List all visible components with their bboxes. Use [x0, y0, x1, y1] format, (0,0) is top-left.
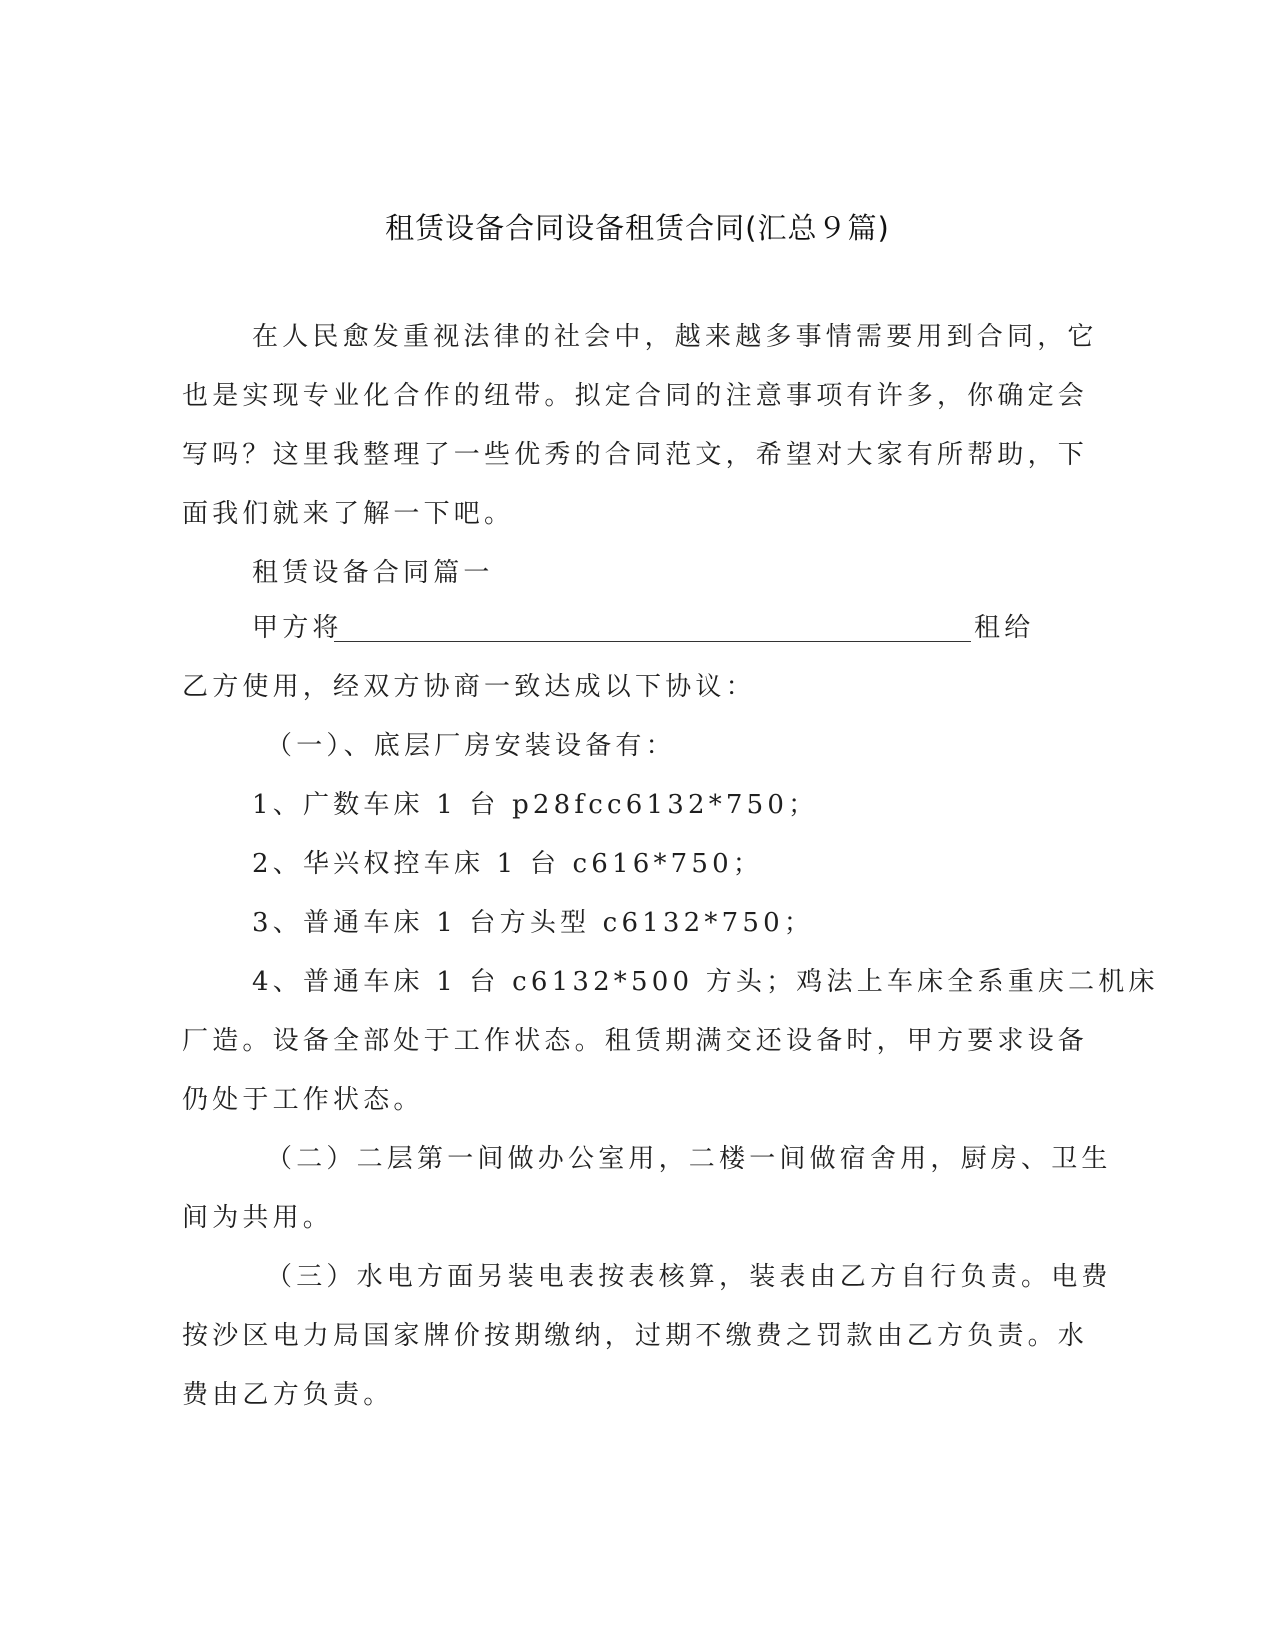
item-1-heading: （一）、底层厂房安装设备有： — [266, 731, 676, 761]
equipment-continuation-1: 厂造。设备全部处于工作状态。租赁期满交还设备时，甲方要求设备 — [182, 1026, 1089, 1056]
equipment-line-2: 2、华兴权控车床 1 台 c616*750； — [252, 849, 764, 879]
intro-line-1: 在人民愈发重视法律的社会中，越来越多事情需要用到合同，它 — [252, 322, 1098, 352]
equipment-line-1: 1、广数车床 1 台 p28fcc6132*750； — [252, 790, 819, 820]
document-title: 租赁设备合同设备租赁合同(汇总９篇) — [385, 211, 890, 245]
clause-lead: 甲方将 — [252, 613, 343, 643]
equipment-line-4: 4、普通车床 1 台 c6132*500 方头；鸡法上车床全系重庆二机床 — [252, 967, 1159, 997]
intro-line-4: 面我们就来了解一下吧。 — [182, 499, 515, 529]
clause-tail: 租给 — [974, 613, 1035, 643]
section-heading: 租赁设备合同篇一 — [252, 558, 494, 588]
item-3-line-3: 费由乙方负责。 — [182, 1380, 394, 1410]
item-3-line-2: 按沙区电力局国家牌价按期缴纳，过期不缴费之罚款由乙方负责。水 — [182, 1321, 1089, 1351]
equipment-continuation-2: 仍处于工作状态。 — [182, 1085, 424, 1115]
clause-continuation: 乙方使用，经双方协商一致达成以下协议： — [182, 672, 756, 702]
fill-in-blank-line — [334, 641, 971, 642]
equipment-line-3: 3、普通车床 1 台方头型 c6132*750； — [252, 908, 815, 938]
item-3-line-1: （三）水电方面另装电表按表核算，装表由乙方自行负责。电费 — [266, 1262, 1112, 1292]
item-2-line-2: 间为共用。 — [182, 1203, 334, 1233]
item-2-line-1: （二）二层第一间做办公室用，二楼一间做宿舍用，厨房、卫生 — [266, 1144, 1112, 1174]
intro-line-3: 写吗？这里我整理了一些优秀的合同范文，希望对大家有所帮助，下 — [182, 440, 1089, 470]
clause-with-blank — [252, 610, 1035, 646]
intro-line-2: 也是实现专业化合作的纽带。拟定合同的注意事项有许多，你确定会 — [182, 381, 1089, 411]
